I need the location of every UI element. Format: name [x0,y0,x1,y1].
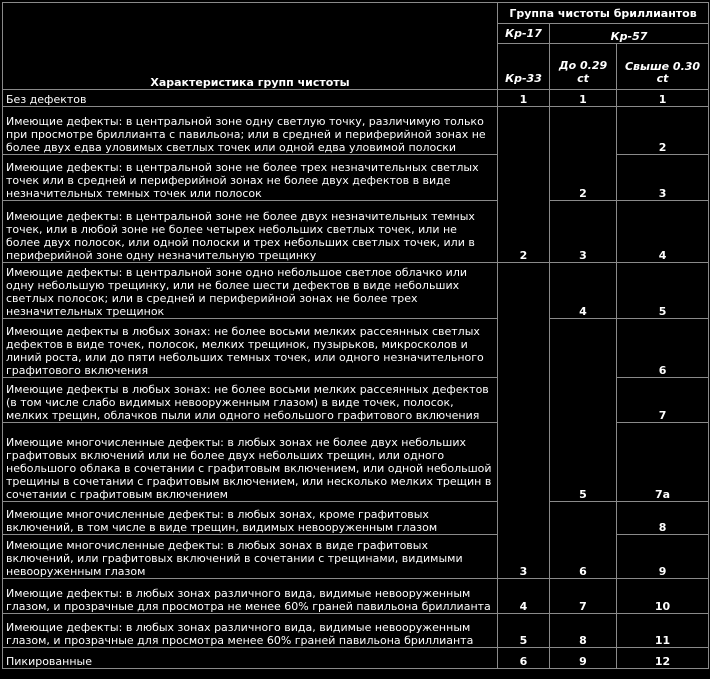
over-header: Свыше 0.30 ct [617,44,709,90]
row-description: Имеющие многочисленные дефекты: в любых зонах в виде графитовых включений, или графитовых включений в сочетании с трещинами, видимыми невооруженным глазом [3,535,498,579]
upto-cell: 9 [550,648,617,669]
over-cell: 9 [617,535,709,579]
upto-merged-4: 4 [550,263,617,319]
over-cell: 7а [617,423,709,502]
table-row [3,502,709,535]
table-row [3,90,709,107]
over-cell: 5 [617,263,709,319]
table-row [3,579,709,614]
kr33-merged-3: 3 [498,263,550,579]
kr33-merged-4: 4 [498,579,550,614]
over-cell: 7 [617,378,709,423]
row-description: Имеющие дефекты: в центральной зоне одну светлую точку, различимую только при просмотре бриллианта с павильона; или в средней и периферийной зонах не более двух едва уловимых светлых точек или одной едва уловимой полоски [3,107,498,155]
row-description: Пикированные [3,648,498,669]
row-description: Имеющие дефекты в любых зонах: не более восьми мелких рассеянных дефектов (в том числе слабо видимых невооруженным глазом) в виде точек, полосок, мелких трещин, облачков пыли или одного небольшого графитового включения [3,378,498,423]
over-cell: 6 [617,319,709,378]
table-row [3,107,709,155]
kr33-cell: 5 [498,614,550,648]
table-row [3,648,709,669]
clarity-table [2,2,709,669]
row-description: Имеющие дефекты: в любых зонах различного вида, видимые невооруженным глазом, и прозрачные для просмотра менее 60% граней павильона бриллианта [3,614,498,648]
table-holder [0,2,710,669]
upto-cell: 1 [550,90,617,107]
row-description: Без дефектов [3,90,498,107]
over-cell: 2 [617,107,709,155]
characteristic-header: Характеристика групп чистоты [3,3,498,90]
over-cell: 8 [617,502,709,535]
row-description: Имеющие дефекты: в центральной зоне не более двух незначительных темных точек, или в любой зоне не более четырех небольших светлых точек, или не более двух полосок, или одной полоски и трех небольших светлых точек, или в периферийной зоне одну незначительную трещинку [3,201,498,263]
upto-header: До 0.29 ct [550,44,617,90]
over-cell: 10 [617,579,709,614]
kr57-header: Кр-57 [550,24,709,44]
kr17-header: Кр-17 [498,24,550,44]
row-description: Имеющие дефекты в любых зонах: не более восьми мелких рассеянных светлых дефектов в виде точек, полосок, мелких трещинок, пузырьков, микросколов и линий роста, или до пяти небольших темных точек, или одного незначительного графитового включения [3,319,498,378]
over-cell: 4 [617,201,709,263]
table-row [3,201,709,263]
kr33-header: Кр-33 [498,44,550,90]
table-row [3,319,709,378]
over-cell: 1 [617,90,709,107]
row-description: Имеющие дефекты: в любых зонах различного вида, видимые невооруженным глазом, и прозрачные для просмотра не менее 60% граней павильона бриллианта [3,579,498,614]
upto-merged-2: 2 [550,107,617,201]
upto-merged-5: 5 [550,319,617,502]
table-row [3,614,709,648]
over-cell: 3 [617,155,709,201]
row-description: Имеющие многочисленные дефекты: в любых зонах, кроме графитовых включений, в том числе в виде трещин, видимых невооруженным глазом [3,502,498,535]
upto-cell: 8 [550,614,617,648]
row-description: Имеющие многочисленные дефекты: в любых зонах не более двух небольших графитовых включений или не более двух небольших трещин, или одного небольшого облака в сочетании с графитовым включением, или одной небольшой трещины в сочетании с графитовым включением, или несколько мелких трещин в сочетании с графитовым включением [3,423,498,502]
kr33-cell: 1 [498,90,550,107]
upto-merged-7: 7 [550,579,617,614]
kr33-merged-2: 2 [498,107,550,263]
kr33-cell: 6 [498,648,550,669]
upto-merged-3: 3 [550,201,617,263]
group-title-header: Группа чистоты бриллиантов [498,3,709,24]
upto-merged-6: 6 [550,502,617,579]
over-cell: 12 [617,648,709,669]
row-description: Имеющие дефекты: в центральной зоне одно небольшое светлое облачко или одну небольшую трещинку, или не более шести дефектов в виде небольших светлых полосок; или в средней и периферийной зонах не более трех незначительных трещинок [3,263,498,319]
over-cell: 11 [617,614,709,648]
table-row [3,263,709,319]
row-description: Имеющие дефекты: в центральной зоне не более трех незначительных светлых точек или в средней и периферийной зонах не более двух дефектов в виде незначительных темных точек или полосок [3,155,498,201]
